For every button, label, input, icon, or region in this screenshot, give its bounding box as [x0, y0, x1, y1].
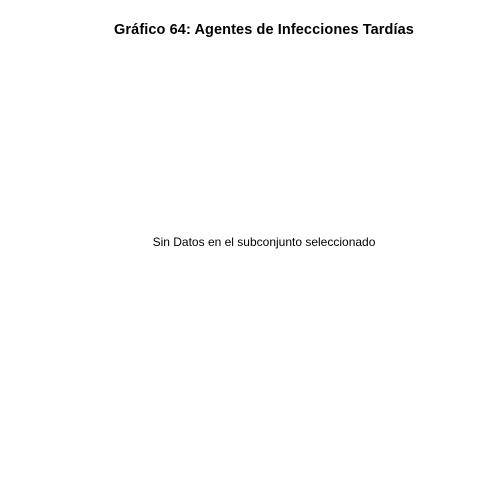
chart-title: Gráfico 64: Agentes de Infecciones Tardías: [114, 22, 414, 38]
no-data-message: Sin Datos en el subconjunto seleccionado: [152, 235, 376, 249]
